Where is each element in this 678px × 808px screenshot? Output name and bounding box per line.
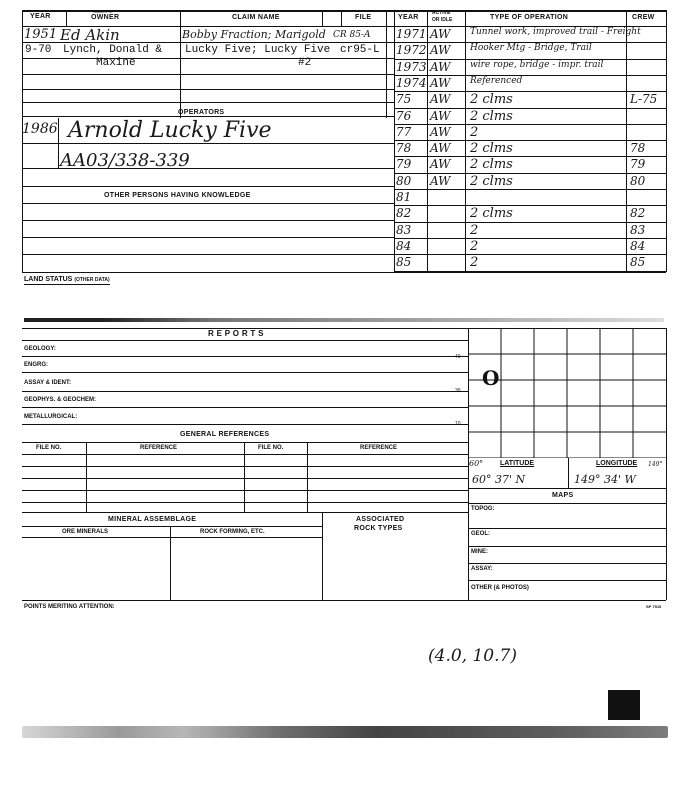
operators-row-1-text: Arnold Lucky Five xyxy=(68,118,272,143)
owner-row-2-file: cr95-L xyxy=(340,44,380,56)
land-status-title: LAND STATUS xyxy=(24,276,73,283)
activity-status: AW xyxy=(430,59,451,74)
activity-crew: L-75 xyxy=(630,92,658,107)
owner-row-1-file: CR 85-A xyxy=(333,30,371,40)
activity-status: AW xyxy=(430,92,451,107)
land-status-sub: (OTHER DATA) xyxy=(74,277,110,283)
header-crew: CREW xyxy=(632,14,655,21)
activity-operation: Hooker Mtg - Bridge, Trail xyxy=(470,43,592,54)
header-file: FILE xyxy=(355,14,372,21)
activity-year: 1973 xyxy=(396,59,427,74)
scan-smudge-top xyxy=(24,318,664,322)
maps-topog: TOPOG: xyxy=(471,506,495,512)
report-number-40: 40 xyxy=(455,354,461,360)
activity-row-line xyxy=(394,222,666,223)
owner-row-2-claim: Lucky Five; Lucky Five xyxy=(185,44,331,56)
longitude-value: 149° 34' W xyxy=(574,473,636,486)
activity-crew: 85 xyxy=(630,255,646,270)
activity-year: 77 xyxy=(396,124,412,139)
activity-operation: 2 clms xyxy=(470,173,513,189)
activity-year: 82 xyxy=(396,206,412,221)
activity-row-line xyxy=(394,238,666,239)
header-active: ACTIVE xyxy=(432,10,451,16)
owner-row-2-year: 9-70 xyxy=(25,44,52,56)
activity-operation: 2 clms xyxy=(470,141,513,157)
operators-row-2-text: AA03/338-339 xyxy=(60,150,190,171)
mineral-col-ore: ORE MINERALS xyxy=(62,529,109,535)
lon-prefix: 149° xyxy=(648,461,663,468)
ref-col-file-no-1: FILE NO. xyxy=(36,445,62,451)
activity-status: AW xyxy=(430,141,451,156)
activity-status: AW xyxy=(430,27,451,41)
activity-operation: 2 clms xyxy=(470,206,513,222)
activity-status: AW xyxy=(430,173,451,188)
activity-year: 83 xyxy=(396,222,412,237)
activity-status: AW xyxy=(430,157,451,172)
header-claim-name: CLAIM NAME xyxy=(232,14,280,21)
activity-operation: 2 xyxy=(470,238,479,254)
activity-row-line xyxy=(394,271,666,272)
maps-mine: MINE: xyxy=(471,549,488,555)
report-number-10: 10 xyxy=(455,421,461,427)
activity-year: 85 xyxy=(396,255,412,270)
activity-operation: Referenced xyxy=(470,75,523,86)
owner-row-3-owner: Maxine xyxy=(96,57,136,69)
ref-col-reference-2: REFERENCE xyxy=(360,445,398,451)
latitude-value: 60° 37' N xyxy=(472,473,526,486)
reports-title: R E P O R T S xyxy=(208,329,264,338)
activity-year: 76 xyxy=(396,108,412,123)
activity-year: 81 xyxy=(396,190,412,204)
form-code: SP 7515 xyxy=(646,604,662,609)
location-grid xyxy=(468,328,666,458)
lat-prefix: 60° xyxy=(469,459,484,468)
report-geology: GEOLOGY: xyxy=(24,346,56,352)
header-or-idle: OR IDLE xyxy=(432,17,453,23)
activity-crew: 79 xyxy=(630,157,646,172)
header-type-of-operation: TYPE OF OPERATION xyxy=(490,14,569,21)
owner-row-1-claim: Bobby Fraction; Marigold xyxy=(182,28,326,41)
owner-row-1-year: 1951 xyxy=(24,27,58,42)
activity-year: 1974 xyxy=(396,75,427,90)
header-year: YEAR xyxy=(30,13,51,20)
maps-other: OTHER (& PHOTOS) xyxy=(471,585,529,591)
land-status xyxy=(24,276,110,285)
report-assay: ASSAY & IDENT: xyxy=(24,380,72,386)
activity-operation: 2 clms xyxy=(470,157,513,173)
activity-row-line xyxy=(394,189,666,190)
header-owner-sub: NAMES OF xyxy=(93,9,114,14)
activity-status: AW xyxy=(430,43,451,58)
activity-row-line xyxy=(394,254,666,255)
activity-operation: 2 clms xyxy=(470,92,513,108)
report-engrg: ENGRG: xyxy=(24,362,48,368)
longitude-label: LONGITUDE xyxy=(596,460,638,467)
ref-col-reference-1: REFERENCE xyxy=(140,445,178,451)
activity-operation: wire rope, bridge - impr. trail xyxy=(470,59,604,70)
dark-square-artifact xyxy=(608,690,640,720)
activity-year: 79 xyxy=(396,157,412,172)
activity-year: 75 xyxy=(396,92,412,107)
owner-row-2-owner: Lynch, Donald & xyxy=(63,44,163,56)
activity-operation: 2 xyxy=(470,124,479,140)
operators-label: OPERATORS xyxy=(178,109,225,116)
activity-status: AW xyxy=(430,124,451,139)
mineral-col-rock: ROCK FORMING, ETC. xyxy=(200,529,265,535)
activity-year: 80 xyxy=(396,173,412,188)
activity-crew: 82 xyxy=(630,206,646,221)
maps-assay: ASSAY: xyxy=(471,566,493,572)
activity-year: 78 xyxy=(396,141,412,156)
report-metallurgical: METALLURGICAL: xyxy=(24,414,78,420)
assoc-line-1: ASSOCIATED xyxy=(356,516,405,523)
general-references-title: GENERAL REFERENCES xyxy=(180,431,270,438)
points-meriting-attention: POINTS MERITING ATTENTION: xyxy=(24,604,115,610)
other-persons-label: OTHER PERSONS HAVING KNOWLEDGE xyxy=(104,192,251,199)
scan-smudge-bottom xyxy=(22,726,668,738)
activity-crew: 80 xyxy=(630,173,646,188)
activity-year: 1972 xyxy=(396,43,427,58)
activity-operation: 2 clms xyxy=(470,108,513,124)
owner-row-3-claim: #2 xyxy=(298,57,312,69)
grid-mark: O xyxy=(482,366,500,390)
activity-operation: 2 xyxy=(470,222,479,238)
mineral-title: MINERAL ASSEMBLAGE xyxy=(108,516,197,523)
activity-crew: 78 xyxy=(630,141,646,156)
assoc-line-2: ROCK TYPES xyxy=(354,525,403,532)
maps-geol: GEOL: xyxy=(471,531,490,537)
owner-row-1-owner: Ed Akin xyxy=(60,26,120,44)
ref-col-file-no-2: FILE NO. xyxy=(258,445,284,451)
activity-operation: 2 xyxy=(470,255,479,271)
coordinate-annotation: (4.0, 10.7) xyxy=(428,646,517,666)
maps-title: MAPS xyxy=(552,492,574,499)
report-geophys: GEOPHYS. & GEOCHEM: xyxy=(24,397,97,403)
activity-status: AW xyxy=(430,108,451,123)
activity-year: 84 xyxy=(396,238,412,253)
activity-year: 1971 xyxy=(396,27,427,41)
header-year-2: YEAR xyxy=(398,14,419,21)
activity-crew: 83 xyxy=(630,222,646,237)
operators-row-1-year: 1986 xyxy=(22,121,58,137)
activity-crew: 84 xyxy=(630,238,646,253)
report-number-30: 30 xyxy=(455,388,461,394)
latitude-label: LATITUDE xyxy=(500,460,535,467)
activity-row-line xyxy=(394,205,666,206)
activity-operation: Tunnel work, improved trail - Freight xyxy=(470,27,641,37)
activity-status: AW xyxy=(430,75,451,90)
header-owner: OWNER xyxy=(91,14,120,21)
